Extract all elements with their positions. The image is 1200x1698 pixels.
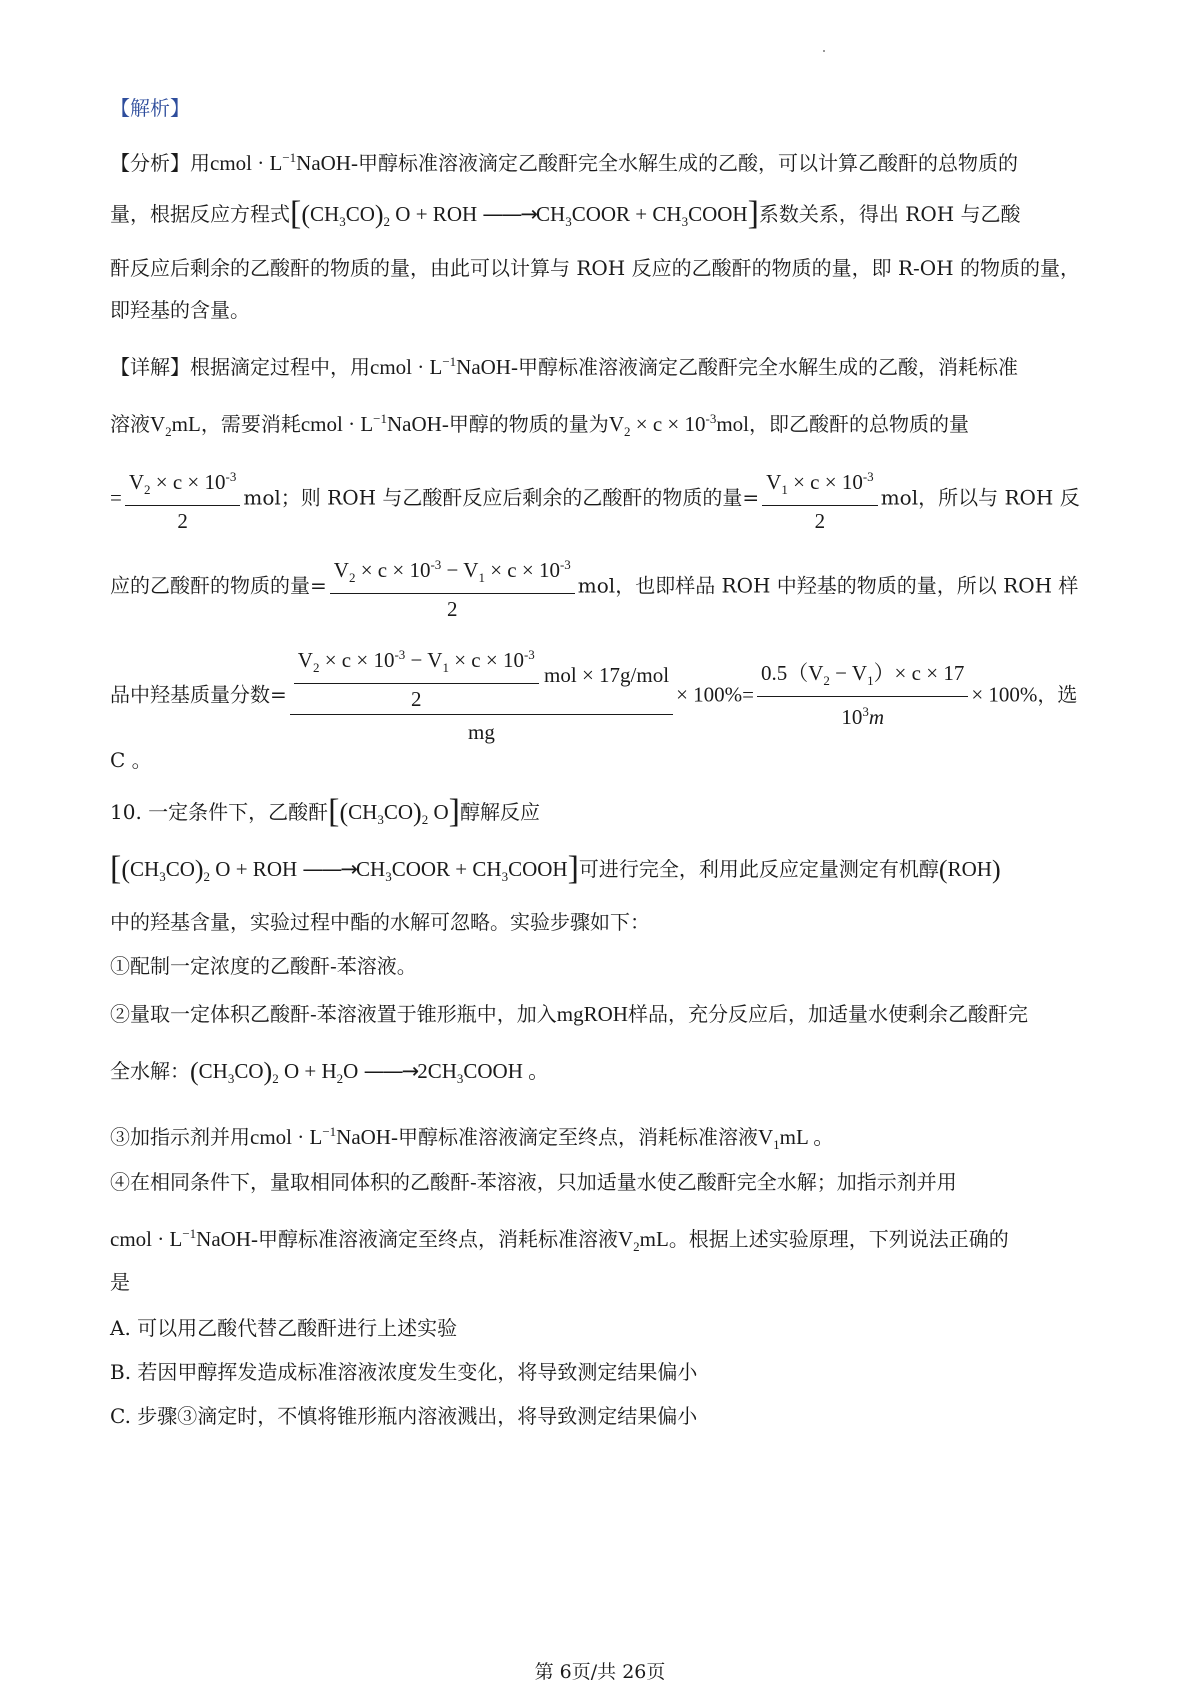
analysis-line-4: 即羟基的含量。 [110, 298, 250, 322]
analysis-line-1: 【分析】用cmol · $L^{-1}NaOH-$甲醇标准溶液滴定乙酸酐完全水解生成的乙酸，可以计算乙酸酐的总物质的 [110, 150, 1018, 175]
fraction-reacted-anhydride: $\frac{V_2 \times c \times 10^{-3} - V_1 \times c \times 10^{-3}}{2}$ [330, 550, 575, 624]
mass-fraction-expression: $\frac{V_2 \times c \times 10^{-3} - V_1 \times c \times 10^{-3}}{2}$ mol × 17g/mol mg [290, 640, 673, 749]
answer-choice: C 。 [110, 748, 152, 772]
fraction-remaining-anhydride: $\frac{V_1 \times c \times 10^{-3}}{2}$ [762, 462, 878, 536]
page-footer: 第 6页/共 26页 [534, 1661, 666, 1683]
detail-line-1: 【详解】根据滴定过程中，用cmol · $L^{-1}NaOH-$甲醇标准溶液滴定乙酸酐完全水解生成的乙酸，消耗标准 [110, 354, 1018, 379]
fraction-total-anhydride: $\frac{V_2 \times c \times 10^{-3}}{2}$ [125, 462, 241, 536]
detail-label: 【详解】 [110, 355, 190, 379]
analysis-line-3: 酐反应后剩余的乙酸酐的物质的量，由此可以计算与 ROH 反应的乙酸酐的物质的量，即 R-OH 的物质的量， [110, 256, 1080, 280]
option-c: C. 步骤③滴定时，不慎将锥形瓶内溶液溅出，将导致测定结果偏小 [110, 1404, 698, 1428]
option-a: A. 可以用乙酸代替乙酸酐进行上述实验 [110, 1316, 458, 1340]
scan-speck [823, 50, 825, 52]
step-2: ②量取一定体积乙酸酐-苯溶液置于锥形瓶中，加入mgROH样品，充分反应后，加适量水使剩余乙酸酐完 [110, 1002, 1028, 1026]
detail-line-5: 品中羟基质量分数= $\frac{V_2 \times c \times 10^{-3} - V_1 \times c \times 10^{-3}}{2}$ mol × 17g/mol mg × 100%= $\frac{0.5(V_2 - V_1)\times c \times 17}{10^3m}$ × 100%，选 [110, 640, 1100, 749]
question-stem-2: [$(CH_3CO)_2$ O + ROH $——\to CH_3COOR$ + $CH_3COOH$]可进行完全，利用此反应定量测定有机醇(ROH) [110, 850, 1001, 887]
detail-line-3: = $\frac{V_2 \times c \times 10^{-3}}{2}$ mol；则 ROH 与乙酸酐反应后剩余的乙酸酐的物质的量= $\frac{V_1 \times c \times 10^{-3}}{2}$ mol，所以与 ROH 反 [110, 462, 1100, 536]
section-heading: 【解析】 [110, 96, 190, 120]
question-stem-3: 中的羟基含量，实验过程中酯的水解可忽略。实验步骤如下： [110, 910, 650, 934]
titrant-formula: cmol · $L^{-1}NaOH-$ [210, 150, 358, 175]
reaction-equation: [$(CH_3CO)_2$ O + ROH $——\to CH_3COOR$ + $CH_3COOH$] [290, 195, 759, 232]
step-3: ③加指示剂并用cmol · $L^{-1}NaOH-$甲醇标准溶液滴定至终点，消耗标准溶液$V_1mL$ 。 [110, 1124, 835, 1153]
analysis-line-2: 量，根据反应方程式[$(CH_3CO)_2$ O + ROH $——\to CH_3COOR$ + $CH_3COOH$]系数关系，得出 ROH 与乙酸 [110, 195, 1021, 232]
step-1: ①配制一定浓度的乙酸酐-苯溶液。 [110, 954, 417, 978]
step-4: ④在相同条件下，量取相同体积的乙酸酐-苯溶液，只加适量水使乙酸酐完全水解；加指示剂并用 [110, 1170, 957, 1194]
detail-line-2: 溶液$V_2mL$，需要消耗cmol · $L^{-1}NaOH-$甲醇的物质的量为$V_2 \times c \times 10^{-3}mol$，即乙酸酐的总物质的量 [110, 411, 970, 440]
question-stem-1: 10. 一定条件下，乙酸酐[$(CH_3CO)_2$ O]醇解反应 [110, 793, 540, 830]
question-number: 10. [110, 800, 142, 824]
mass-fraction-simplified: $\frac{0.5(V_2 - V_1)\times c \times 17}{10^3m}$ [757, 658, 968, 732]
step-4-end: 是 [110, 1270, 130, 1294]
step-4-cont: cmol · $L^{-1}NaOH-$甲醇标准溶液滴定至终点，消耗标准溶液$V_2mL$。根据上述实验原理，下列说法正确的 [110, 1226, 1009, 1255]
analysis-label: 【分析】 [110, 151, 190, 175]
option-b: B. 若因甲醇挥发造成标准溶液浓度发生变化，将导致测定结果偏小 [110, 1360, 698, 1384]
detail-line-4: 应的乙酸酐的物质的量= $\frac{V_2 \times c \times 10^{-3} - V_1 \times c \times 10^{-3}}{2}$ mol，也即样品 ROH 中羟基的物质的量，所以 ROH 样 [110, 550, 1100, 624]
step-2-equation: 全水解：$(CH_3CO)_2$ $O + H_2O$ $——\to 2CH_3COOH$ 。 [110, 1057, 550, 1087]
